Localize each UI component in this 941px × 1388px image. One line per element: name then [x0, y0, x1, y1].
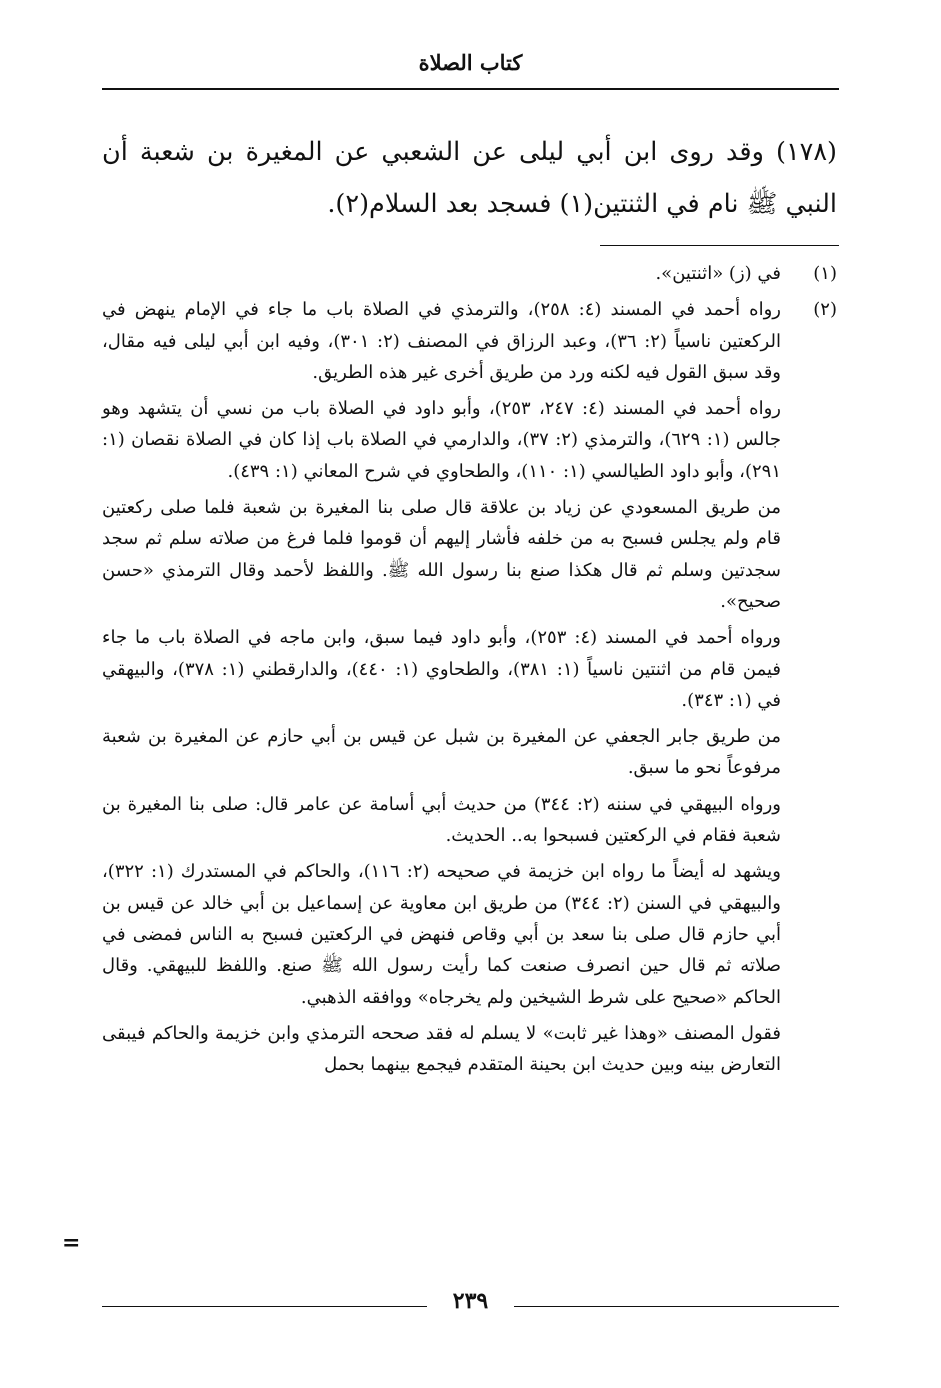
footnote-paragraph: من طريق جابر الجعفي عن المغيرة بن شبل عن قيس بن أبي حازم عن المغيرة بن شعبة مرفوعاً نحو ما سبق. — [102, 726, 781, 779]
footnote-paragraph: ويشهد له أيضاً ما رواه ابن خزيمة في صحيحه (٢: ١١٦)، والحاكم في المستدرك (١: ٣٢٢)، والبيهقي في السنن (٢: ٣٤٤) من طريق ابن معاوية عن إسماعيل بن أبي خالد عن قيس بن أبي حازم قال صلى بنا سعد بن أبي وقاص فنهض في الركعتين فسبح به الناس فمضى في صلاته ثم قال حين انصرف صنعت كما رأيت رسول الله ﷺ صنع. واللفظ للبيهقي. وقال الحاكم «صحيح على شرط الشيخين ولم يخرجاه» ووافقه الذهبي. — [102, 861, 782, 1008]
footnote-separator — [600, 245, 839, 246]
continuation-mark: = — [62, 1230, 81, 1256]
footnote-paragraph: في (ز) «اثنتين». — [655, 263, 781, 284]
footer-rule-right — [514, 1306, 839, 1307]
footnote-body — [102, 294, 781, 1080]
footnote-paragraph: ورواه البيهقي في سننه (٢: ٣٤٤) من حديث أبي أسامة عن عامر قال: صلى بنا المغيرة بن شعبة فقام في الركعتين فسبحوا به.. الحديث. — [102, 793, 781, 847]
footnote-paragraph: ورواه أحمد في المسند (٤: ٢٥٣)، وأبو داود فيما سبق، وابن ماجه في الصلاة باب ما جاء فيمن قام من اثنتين ناسياً (١: ٣٨١)، والطحاوي (١: ٤٤٠)، والدارقطني (١: ٣٧٨)، والبيهقي في (١: ٣٤٣). — [102, 627, 782, 711]
footnote-paragraph: رواه أحمد في المسند (٤: ٢٥٨)، والترمذي في الصلاة باب ما جاء في الإمام ينهض في الركعتين ناسياً (٢: ٣٦)، وعبد الرزاق في المصنف (٢: ٣٠١)، وفيه ابن أبي ليلى فيه مقال، وقد سبق القول فيه لكنه ورد من طريق أخرى غير هذه الطريق. — [102, 299, 781, 383]
footnote-paragraph: رواه أحمد في المسند (٤: ٢٤٧، ٢٥٣)، وأبو داود في الصلاة باب من نسي أن يتشهد وهو جالس (١: ٦٢٩)، والترمذي (٢: ٣٧)، والدارمي في الصلاة باب إذا كان في الصلاة نقصان (١: ٢٩١)، وأبو داود الطيالسي (١: ١١٠)، والطحاوي في شرح المعاني (١: ٤٣٩). — [102, 398, 781, 482]
footnote-paragraph: فقول المصنف «وهذا غير ثابت» لا يسلم له فقد صححه الترمذي وابن خزيمة والحاكم فيبقى التعارض بينه وبين حديث ابن بحينة المتقدم فيجمع بينهما بحمل — [102, 1022, 781, 1076]
footnote-body — [102, 258, 781, 289]
main-text-block — [102, 126, 837, 230]
footnote-1 — [102, 258, 837, 289]
footnote-number: (١) — [813, 263, 837, 284]
header-rule — [102, 88, 839, 90]
footnotes-block — [102, 258, 837, 1085]
footnote-number: (٢) — [813, 299, 837, 321]
page-footer — [102, 1288, 839, 1322]
footnote-paragraph: من طريق المسعودي عن زياد بن علاقة قال صلى بنا المغيرة بن شعبة فلما صلى ركعتين قام ولم يجلس فسبح به من خلفه فأشار إليهم أن قوموا فلما فرغ من صلاته سلم ثم سجد سجدتين وسلم ثم قال هكذا صنع بنا رسول الله ﷺ. واللفظ لأحمد وقال الترمذي «حسن صحيح». — [102, 497, 781, 612]
footnote-2 — [102, 294, 837, 1080]
running-header-title: كتاب الصلاة — [418, 50, 523, 75]
main-paragraph: (١٧٨) وقد روى ابن أبي ليلى عن الشعبي عن المغيرة بن شعبة أن النبي ﷺ نام في الثنتين(١) فسجد بعد السلام(٢). — [102, 137, 837, 219]
page-number: ٢٣٩ — [452, 1288, 489, 1314]
